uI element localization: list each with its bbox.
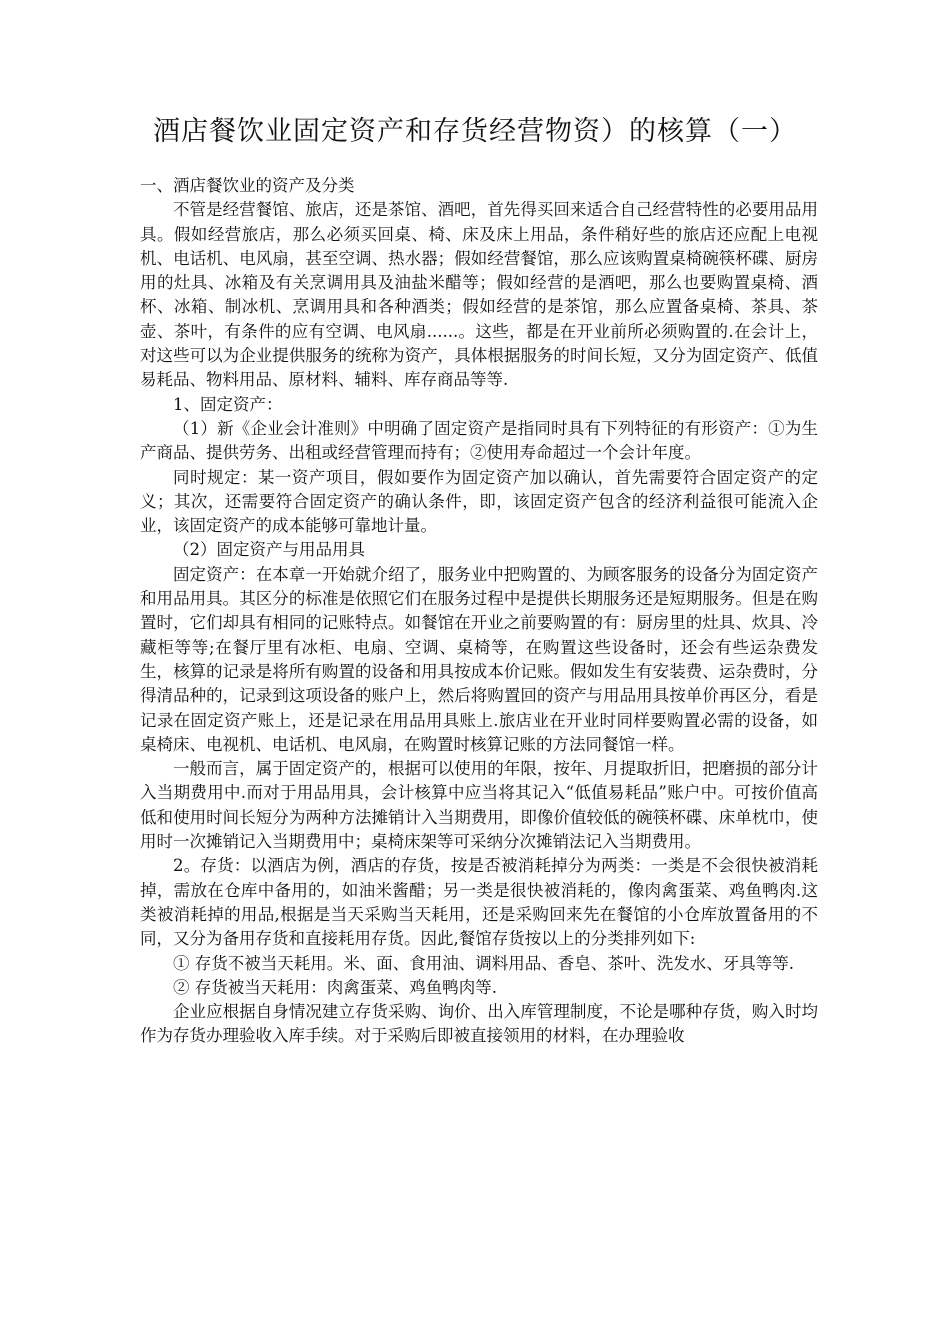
paragraph: 1、固定资产：: [173, 394, 283, 414]
paragraph: 同时规定：某一资产项目，假如要作为固定资产加以确认，首先需要符合固定资产的定义；其次，还需要符合固定资产的确认条件，即，该固定资产包含的经济利益很可能流入企业，该固定资产的成本能够可靠地计量。: [140, 467, 818, 536]
paragraph: 固定资产：在本章一开始就介绍了，服务业中把购置的、为顾客服务的设备分为固定资产和用品用具。其区分的标准是依照它们在服务过程中是提供长期服务还是短期服务。但是在购置时，它们却具有相同的记账特点。如餐馆在开业之前要购置的有：厨房里的灶具、炊具、冷藏柜等等;在餐厅里有冰柜、电扇、空调、桌椅等，在购置这些设备时，还会有些运杂费发生，核算的记录是将所有购置的设备和用具按成本价记账。假如发生有安装费、运杂费时，分得清品种的，记录到这项设备的账户上，然后将购置回的资产与用品用具按单价再区分，看是记录在固定资产账上，还是记录在用品用具账上.旅店业在开业时同样要购置必需的设备，如桌椅床、电视机、电话机、电风扇，在购置时核算记账的方法同餐馆一样。: [140, 564, 818, 754]
section-heading: 一、酒店餐饮业的资产及分类: [140, 176, 355, 195]
document-body: [140, 174, 818, 1049]
paragraph: （2）固定资产与用品用具: [173, 540, 365, 560]
paragraph: 企业应根据自身情况建立存货采购、询价、出入库管理制度，不论是哪种存货，购入时均作为存货办理验收入库手续。对于采购后即被直接领用的材料，在办理验收: [140, 1002, 818, 1046]
document-title: 酒店餐饮业固定资产和存货经营物资）的核算（一）: [153, 116, 797, 147]
paragraph: （1）新《企业会计准则》中明确了固定资产是指同时具有下列特征的有形资产：①为生产商品、提供劳务、出租或经营管理而持有；②使用寿命超过一个会计年度。: [140, 418, 818, 463]
paragraph: ② 存货被当天耗用：肉禽蛋菜、鸡鱼鸭肉等.: [173, 977, 497, 997]
paragraph: 2。存货：以酒店为例，酒店的存货，按是否被消耗掉分为两类：一类是不会很快被消耗掉，需放在仓库中备用的，如油米酱醋；另一类是很快被消耗的，像肉禽蛋菜、鸡鱼鸭肉.这类被消耗掉的用品,根据是当天采购当天耗用，还是采购回来先在餐馆的小仓库放置备用的不同，又分为备用存货和直接耗用存货。因此,餐馆存货按以上的分类排列如下:: [140, 856, 818, 949]
paragraph: ① 存货不被当天耗用。米、面、食用油、调料用品、香皂、茶叶、洗发水、牙具等等.: [173, 953, 794, 973]
paragraph: 一般而言，属于固定资产的，根据可以使用的年限，按年、月提取折旧，把磨损的部分计入当期费用中.而对于用品用具，会计核算中应当将其记入“低值易耗品”账户中。可按价值高低和使用时间长短分为两种方法摊销计入当期费用，即像价值较低的碗筷杯碟、床单枕巾，使用时一次摊销记入当期费用中；桌椅床架等可采纳分次摊销法记入当期费用。: [140, 759, 818, 852]
paragraph: 不管是经营餐馆、旅店，还是茶馆、酒吧，首先得买回来适合自己经营特性的必要用品用具。假如经营旅店，那么必须买回桌、椅、床及床上用品，条件稍好些的旅店还应配上电视机、电话机、电风扇，甚至空调、热水器；假如经营餐馆，那么应该购置桌椅碗筷杯碟、厨房用的灶具、冰箱及有关烹调用具及油盐米醋等；假如经营的是酒吧，那么也要购置桌椅、酒杯、冰箱、制冰机、烹调用具和各种酒类；假如经营的是茶馆，那么应置备桌椅、茶具、茶壶、茶叶，有条件的应有空调、电风扇......。这些，都是在开业前所必须购置的.在会计上，对这些可以为企业提供服务的统称为资产，具体根据服务的时间长短，又分为固定资产、低值易耗品、物料用品、原材料、辅料、库存商品等等.: [140, 200, 818, 390]
